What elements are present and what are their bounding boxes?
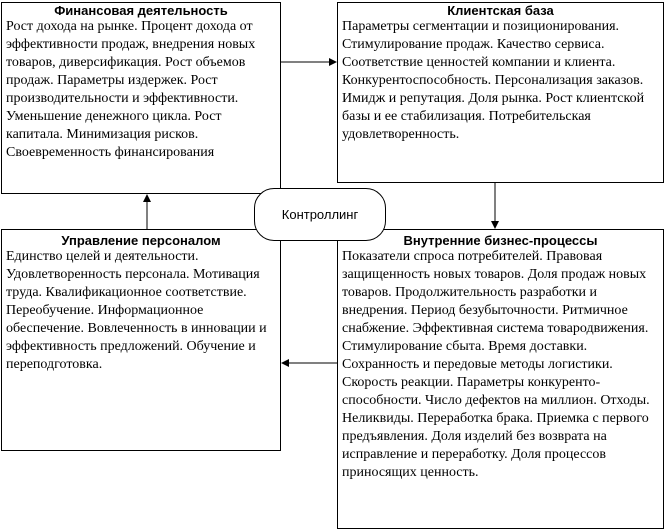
client-base-title: Клиентская база [447, 3, 554, 18]
financial-activity-title: Финансовая деятельность [54, 3, 228, 18]
controlling-node [254, 188, 386, 241]
personnel-management-text: Единство целей и деятельности. Удовлетворенность персонала. Мотивация труда. Квалификационное соответствие. Переобучение. Информационное обеспечение. Вовлеченность в инновации и эффективность предложений. Обучение и переподготовка. [6, 249, 267, 372]
financial-activity-text: Рост дохода на рынке. Процент дохода от эффективности продаж, внедрения новых товаров, диверсификация. Рост объемов продаж. Параметры издержек. Рост производительности и эффективности. Уменьшение денежного цикла. Рост капитала. Минимизация рисков. Своевременность финансирования [6, 19, 256, 160]
personnel-management-title: Управление персоналом [61, 233, 221, 248]
internal-processes-box [337, 229, 664, 529]
personnel-management-box [1, 229, 281, 451]
client-base-text: Параметры сегментации и позиционирования. Стимулирование продаж. Качество сервиса. Соответствие ценностей компании и клиента. Конкурентоспособность. Персонализация заказов. Имидж и репутация. Доля рынка. Рост клиентской базы и ее стабилизация. Потребительская удовлетворенность. [342, 19, 645, 142]
client-base-box [337, 2, 664, 183]
internal-processes-text: Показатели спроса потребителей. Правовая защищенность новых товаров. Доля продаж новых товаров. Продолжительность разработки и внедрения. Период безубыточности. Ритмичное снабжение. Эффективная система товародвижения. Стимулирование сбыта. Время доставки. Сохранность и передовые методы логистики. Скорость реакции. Параметры конкуренто-способности. Число дефектов на миллион. Отходы. Неликвиды. Переработка брака. Приемка с первого предъявления. Доля изделий без возврата на исправление и переработку. Доля процессов приносящих ценность. [342, 249, 650, 480]
financial-activity-box [1, 2, 281, 194]
internal-processes-title: Внутренние бизнес-процессы [403, 233, 598, 248]
controlling-label: Контроллинг [281, 207, 359, 222]
